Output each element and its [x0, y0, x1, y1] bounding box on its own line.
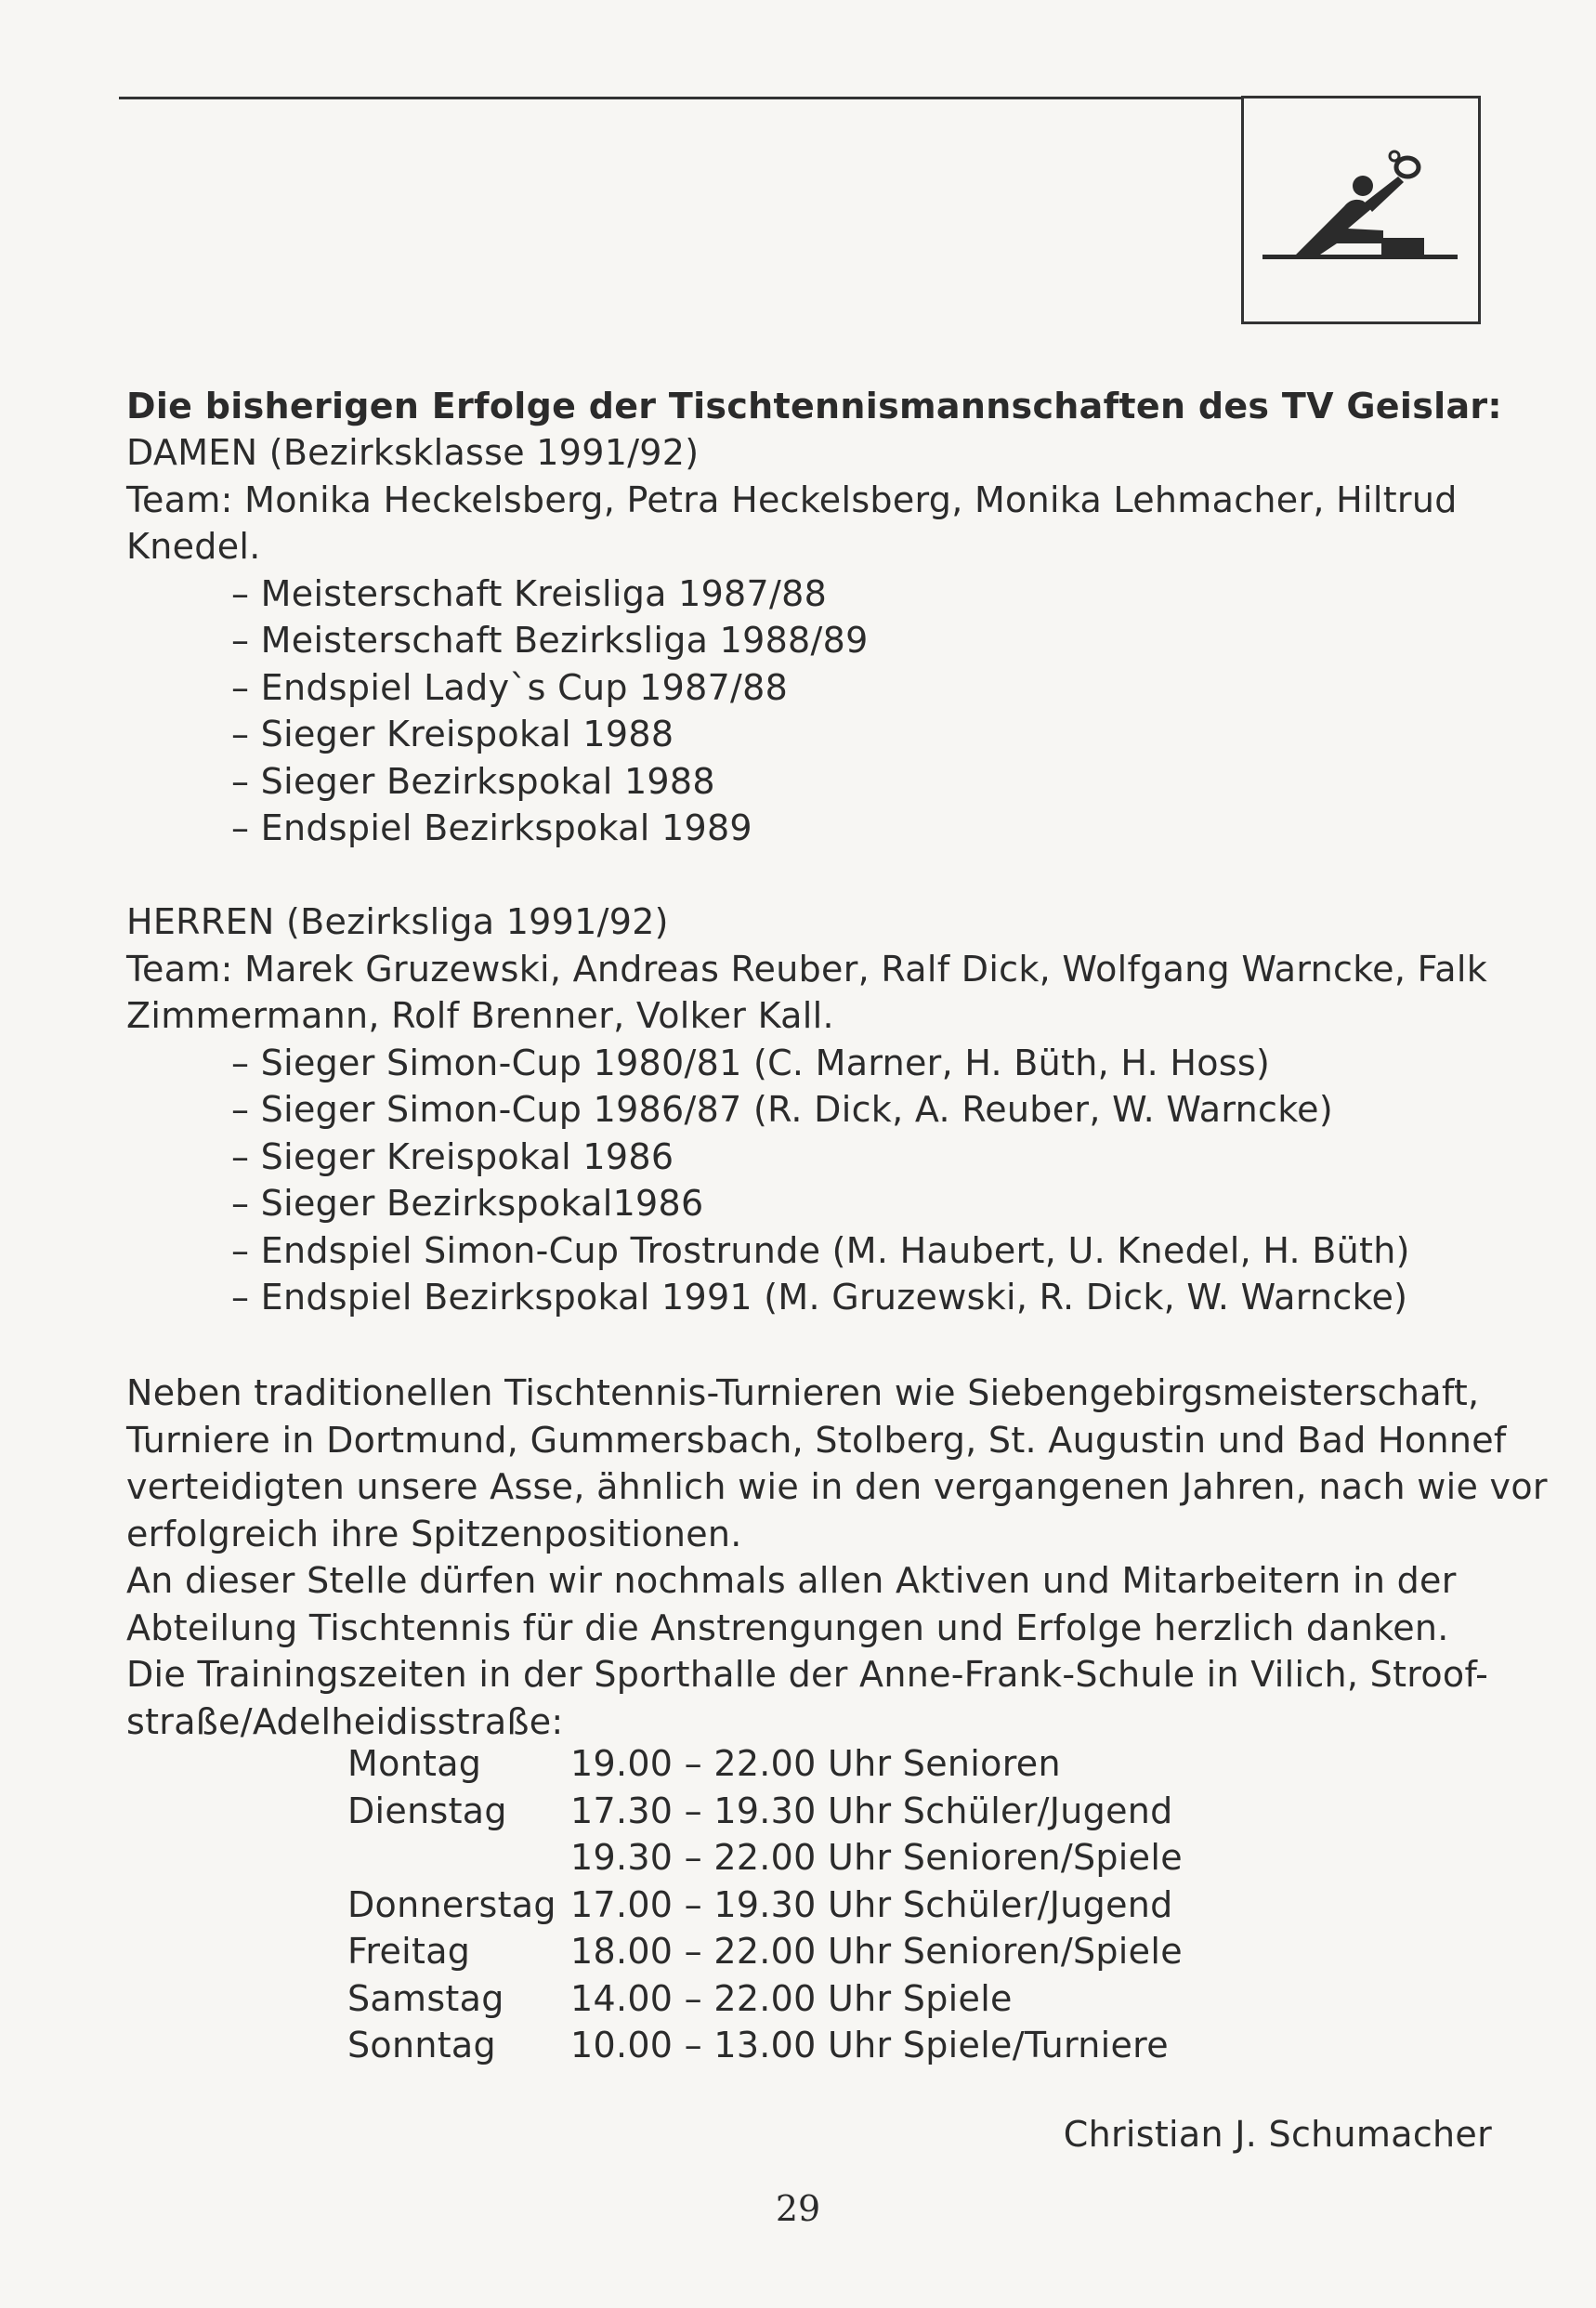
page-heading: Die bisherigen Erfolge der Tischtennismannschaften des TV Geislar: — [126, 386, 1502, 426]
body-paragraphs — [126, 1370, 1548, 1745]
damen-team-line-1: Team: Monika Heckelsberg, Petra Heckelsberg, Monika Lehmacher, Hiltrud — [126, 479, 1458, 520]
schedule-day — [347, 1834, 570, 1882]
achievement-item: – Endspiel Bezirkspokal 1991 (M. Gruzewski, R. Dick, W. Warncke) — [231, 1277, 1408, 1318]
schedule-row — [347, 1882, 1183, 1929]
schedule-time: 17.00 – 19.30 Uhr Schüler/Jugend — [570, 1883, 1173, 1925]
achievement-item: – Meisterschaft Bezirksliga 1988/89 — [231, 620, 869, 661]
schedule-day: Donnerstag — [347, 1883, 556, 1925]
schedule-time: 19.30 – 22.00 Uhr Senioren/Spiele — [570, 1837, 1183, 1878]
schedule-time: 17.30 – 19.30 Uhr Schüler/Jugend — [570, 1790, 1173, 1831]
prose-line: verteidigten unsere Asse, ähnlich wie in den vergangenen Jahren, nach wie vor — [126, 1466, 1548, 1507]
schedule-day: Montag — [347, 1743, 482, 1784]
prose-line: straße/Adelheidisstraße: — [126, 1700, 564, 1742]
herren-title: HERREN (Bezirksliga 1991/92) — [126, 901, 669, 942]
schedule-row — [347, 1834, 1183, 1882]
damen-team-line-2: Knedel. — [126, 526, 261, 567]
damen-section — [126, 429, 1486, 852]
prose-line: Abteilung Tischtennis für die Anstrengungen und Erfolge herzlich danken. — [126, 1606, 1449, 1648]
training-schedule — [347, 1740, 1183, 2069]
schedule-row — [347, 1788, 1183, 1835]
achievement-item: – Endspiel Lady`s Cup 1987/88 — [231, 666, 789, 708]
prose-line: An dieser Stelle dürfen wir nochmals allen Aktiven und Mitarbeitern in der — [126, 1560, 1457, 1601]
schedule-time: 19.00 – 22.00 Uhr Senioren — [570, 1743, 1061, 1784]
prose-line: erfolgreich ihre Spitzenpositionen. — [126, 1513, 742, 1554]
achievement-item: – Sieger Simon-Cup 1980/81 (C. Marner, H. Büth, H. Hoss) — [231, 1042, 1271, 1083]
damen-title: DAMEN (Bezirksklasse 1991/92) — [126, 432, 700, 473]
prose-line: Die Trainingszeiten in der Sporthalle der Anne-Frank-Schule in Vilich, Stroof- — [126, 1654, 1489, 1695]
schedule-time: 14.00 – 22.00 Uhr Spiele — [570, 1977, 1013, 2019]
schedule-row — [347, 1928, 1183, 1975]
prose-line: Neben traditionellen Tischtennis-Turnieren wie Siebengebirgsmeisterschaft, — [126, 1372, 1480, 1413]
author-signature: Christian J. Schumacher — [1063, 2114, 1492, 2155]
achievement-item: – Meisterschaft Kreisliga 1987/88 — [231, 572, 828, 614]
pictogram-frame — [1241, 96, 1481, 324]
schedule-time: 18.00 – 22.00 Uhr Senioren/Spiele — [570, 1931, 1183, 1972]
page-number: 29 — [775, 2188, 821, 2229]
schedule-day: Dienstag — [347, 1790, 507, 1831]
herren-team-line-2: Zimmermann, Rolf Brenner, Volker Kall. — [126, 995, 834, 1036]
table-tennis-player-icon — [1244, 98, 1478, 321]
achievement-item: – Sieger Bezirkspokal1986 — [231, 1183, 704, 1224]
schedule-time: 10.00 – 13.00 Uhr Spiele/Turniere — [570, 2025, 1169, 2065]
header-rule — [119, 97, 1243, 99]
herren-team-line-1: Team: Marek Gruzewski, Andreas Reuber, Ralf Dick, Wolfgang Warncke, Falk — [126, 948, 1488, 990]
achievement-item: – Endspiel Bezirkspokal 1989 — [231, 807, 752, 848]
achievement-item: – Sieger Kreispokal 1988 — [231, 714, 674, 754]
schedule-day: Freitag — [347, 1931, 471, 1972]
schedule-row — [347, 1975, 1183, 2023]
achievement-item: – Endspiel Simon-Cup Trostrunde (M. Haubert, U. Knedel, H. Büth) — [231, 1229, 1410, 1271]
schedule-day: Samstag — [347, 1977, 504, 2019]
herren-section — [126, 898, 1486, 1321]
achievement-item: – Sieger Simon-Cup 1986/87 (R. Dick, A. Reuber, W. Warncke) — [231, 1089, 1333, 1130]
prose-line: Turniere in Dortmund, Gummersbach, Stolberg, St. Augustin und Bad Honnef — [126, 1419, 1507, 1461]
schedule-row — [347, 2022, 1183, 2069]
achievement-item: – Sieger Kreispokal 1986 — [231, 1135, 674, 1177]
achievement-item: – Sieger Bezirkspokal 1988 — [231, 760, 715, 802]
schedule-row — [347, 1740, 1183, 1788]
schedule-day: Sonntag — [347, 2025, 496, 2065]
